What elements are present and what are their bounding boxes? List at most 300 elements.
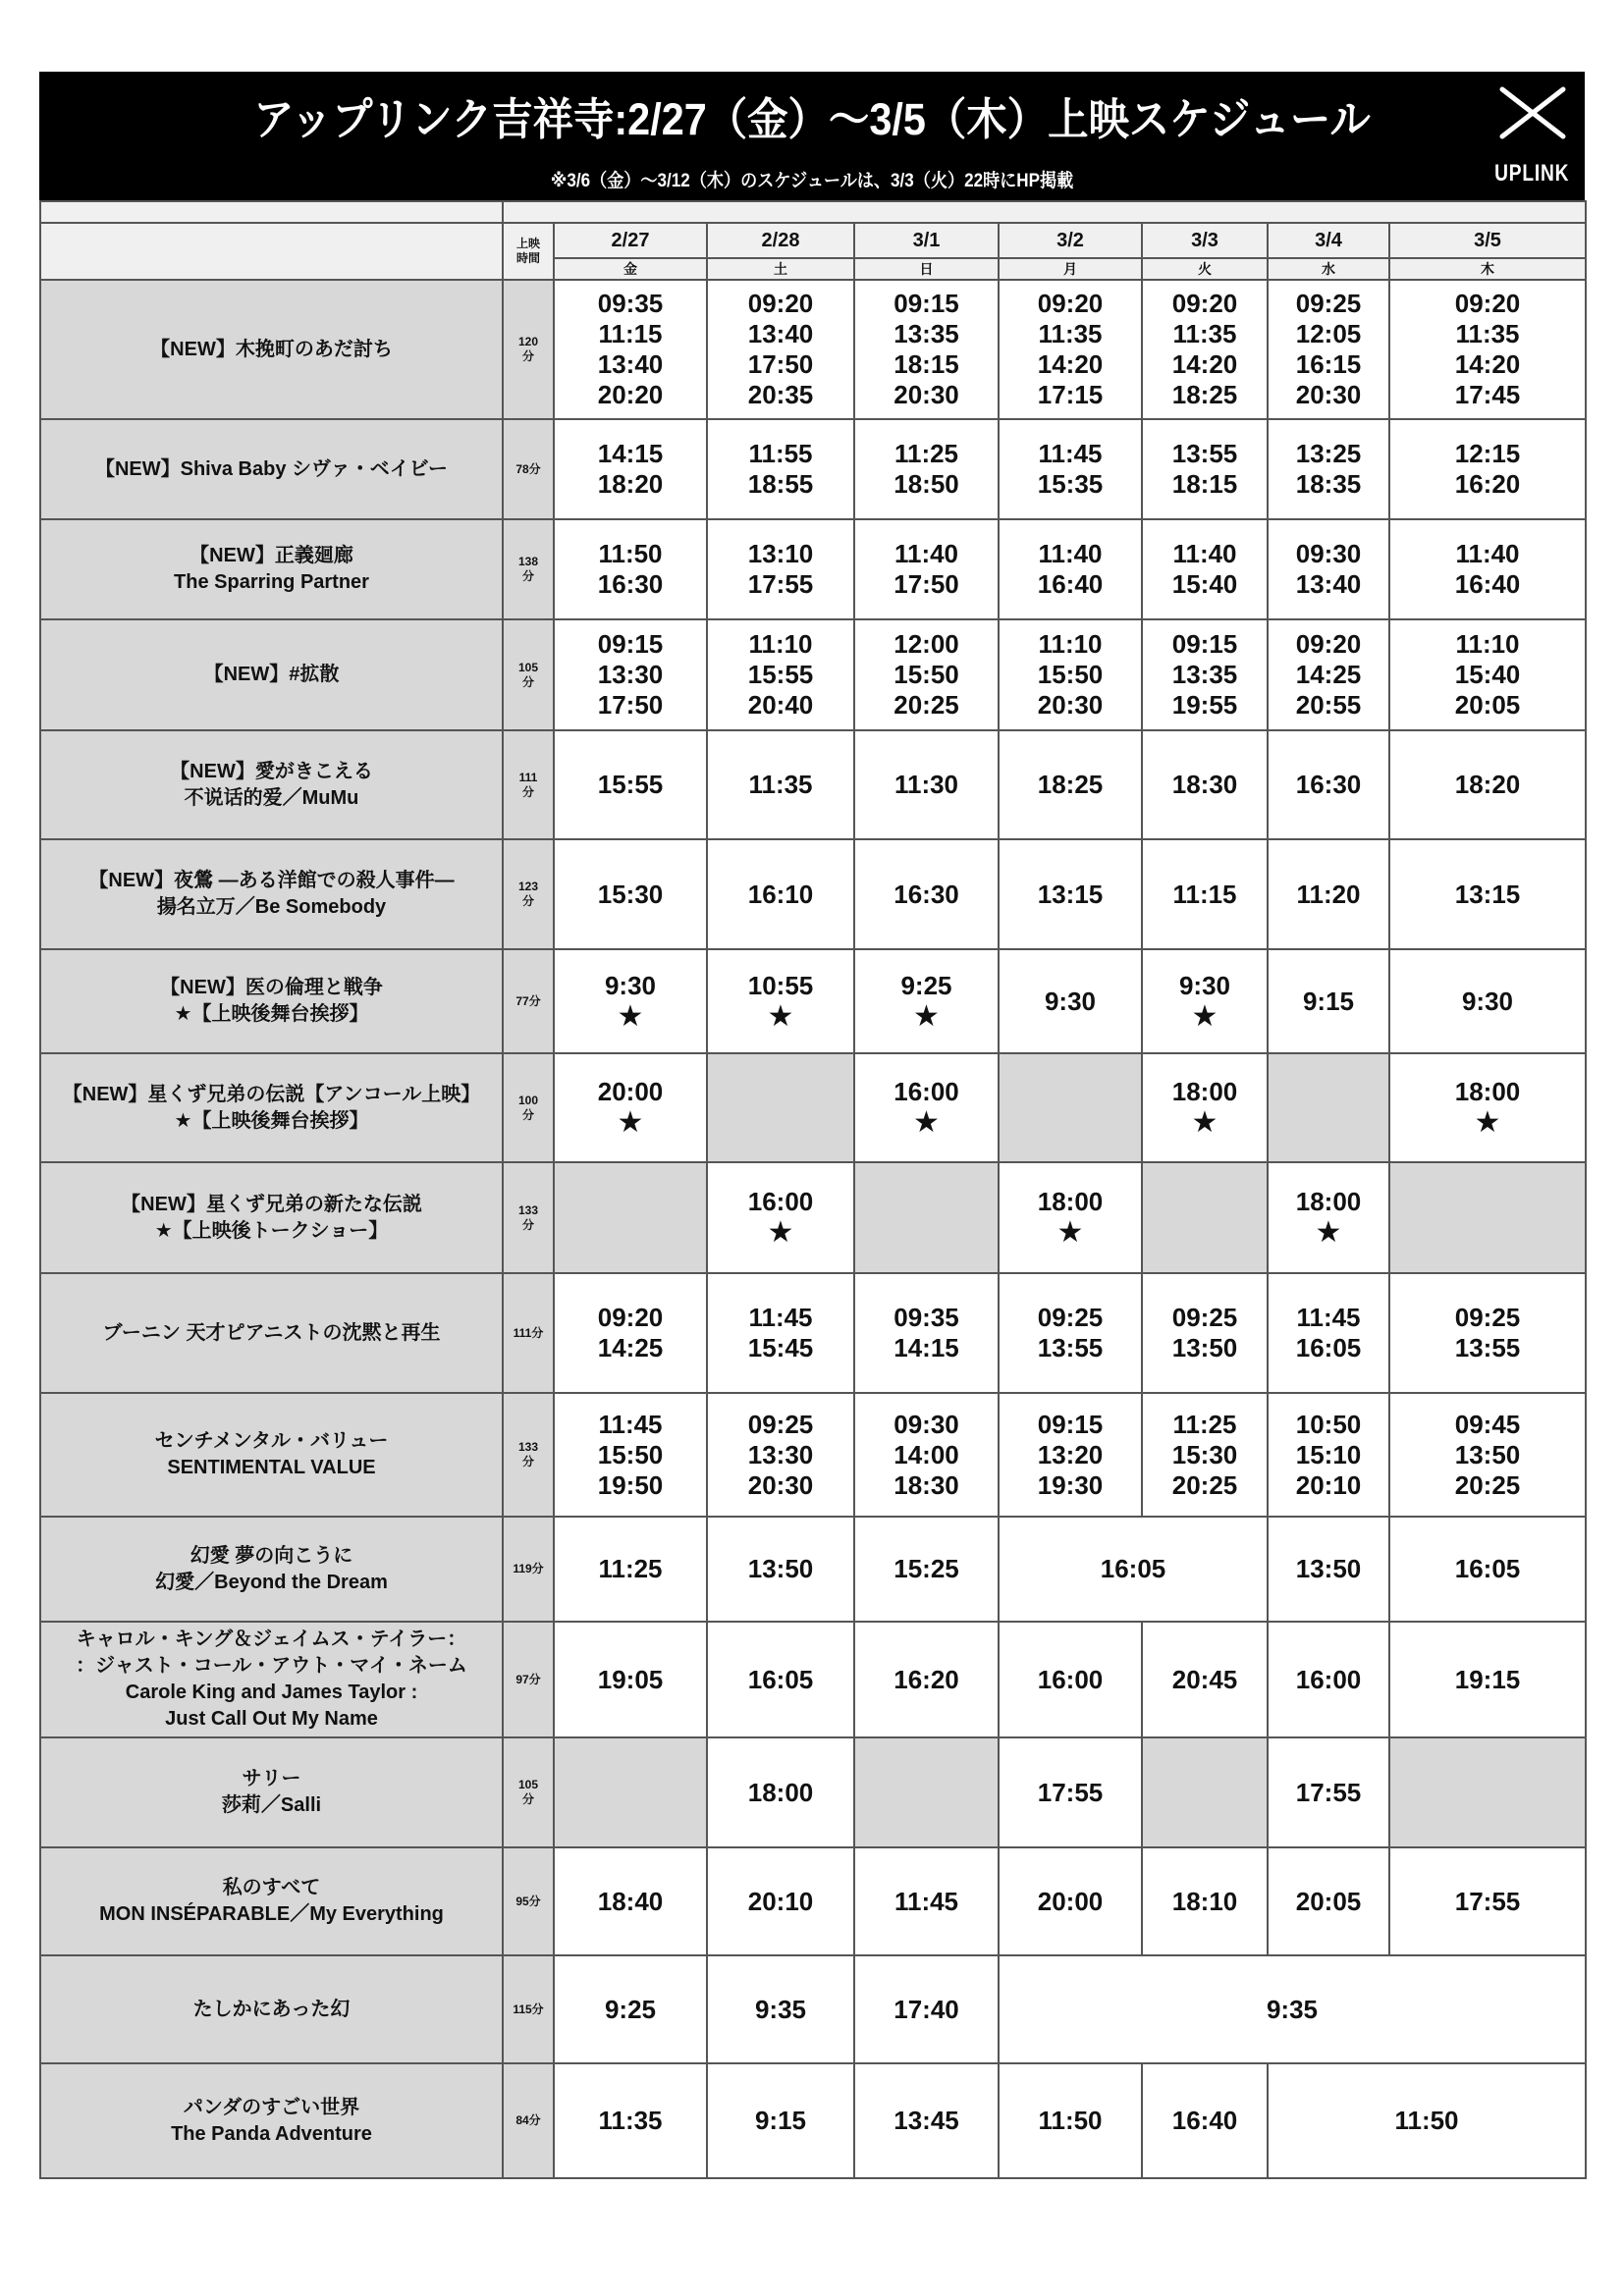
showtime: 09:15 [1037, 1409, 1104, 1439]
showtime: 13:40 [747, 319, 814, 348]
showtime-cell [1389, 730, 1586, 839]
film-row [40, 419, 1586, 519]
duration-text: 分 [521, 784, 534, 799]
film-title-line: たしかにあった幻 [192, 1998, 351, 2020]
film-row [40, 2063, 1586, 2178]
spacer-cell [40, 201, 503, 223]
showtime-cell [854, 1053, 999, 1162]
event-star-icon: ★ [767, 999, 794, 1033]
showtime-cell [554, 1955, 707, 2063]
showtime-cell [1268, 619, 1389, 730]
film-row [40, 1847, 1586, 1955]
showtime: 11:35 [1455, 319, 1520, 348]
film-title-line: キャロル・キング＆ジェイムス・テイラー： [76, 1629, 467, 1650]
showtime-cell [1142, 730, 1268, 839]
showtime-cell [707, 1273, 854, 1393]
showtime-cell [554, 519, 707, 619]
showtime: 13:45 [893, 2106, 959, 2135]
film-title-line: The Sparring Partner [174, 571, 369, 593]
showtime-cell [1389, 619, 1586, 730]
showtime: 18:30 [893, 1469, 959, 1500]
showtime-cell [1389, 1517, 1586, 1622]
showtime: 09:15 [1171, 629, 1238, 659]
showtime-cell [1389, 280, 1586, 419]
film-row [40, 949, 1586, 1053]
showtime: 20:00 [597, 1077, 664, 1106]
film-row [40, 280, 1586, 419]
film-row [40, 1162, 1586, 1273]
film-title-line: ブーニン 天才ピアニストの沈黙と再生 [102, 1321, 441, 1344]
showtime-cell [999, 1517, 1268, 1622]
film-duration-cell [503, 419, 554, 519]
event-star-icon: ★ [1056, 1216, 1084, 1249]
day-date-header: 3/4 [1268, 223, 1389, 258]
showtime: 09:30 [893, 1409, 959, 1439]
showtime: 9:30 [1178, 970, 1231, 1000]
showtime: 13:30 [747, 1439, 814, 1469]
no-screening-cell [1142, 1737, 1268, 1847]
film-title-line: 【NEW】星くず兄弟の伝説【アンコール上映】 [62, 1083, 481, 1105]
showtime: 15:35 [1037, 469, 1104, 499]
showtime-cell [554, 1517, 707, 1622]
showtime-cell [854, 619, 999, 730]
film-row [40, 839, 1586, 949]
showtime: 9:30 [604, 970, 657, 1000]
showtime: 20:20 [597, 380, 664, 409]
showtime: 11:45 [1038, 439, 1103, 468]
showtime: 18:30 [1171, 770, 1238, 799]
event-star-icon: ★ [767, 1216, 794, 1249]
film-title-line: ★【上映後舞台挨拶】 [174, 1003, 369, 1025]
showtime: 09:25 [1454, 1303, 1521, 1332]
showtime-cell [1268, 519, 1389, 619]
showtime: 13:40 [1295, 569, 1362, 599]
showtime: 9:25 [900, 970, 952, 1000]
showtime: 17:50 [597, 690, 664, 720]
spacer-band-row [40, 201, 1586, 223]
showtime-cell [707, 1955, 854, 2063]
showtime: 09:20 [597, 1303, 664, 1332]
showtime: 20:25 [1454, 1469, 1521, 1500]
showtime-cell [999, 839, 1142, 949]
film-duration-cell [503, 1955, 554, 2063]
showtime: 20:05 [1295, 1886, 1362, 1916]
showtime: 17:40 [893, 1994, 959, 2024]
showtime: 16:00 [893, 1077, 959, 1106]
showtime: 16:10 [747, 879, 814, 909]
showtime: 16:30 [1295, 770, 1362, 799]
showtime: 14:20 [1454, 349, 1521, 379]
showtime-cell [554, 1847, 707, 1955]
film-title-line: 揚名立万／Be Somebody [156, 896, 387, 918]
showtime: 18:40 [597, 1886, 664, 1916]
duration-text: 分 [521, 569, 534, 583]
showtime: 11:35 [1038, 319, 1103, 348]
showtime-cell [854, 280, 999, 419]
showtime: 19:15 [1454, 1664, 1521, 1694]
film-title-line: 不说话的爱／MuMu [184, 786, 359, 809]
film-duration-cell [503, 2063, 554, 2178]
film-title-line: The Panda Adventure [171, 2122, 372, 2145]
showtime: 14:00 [893, 1439, 959, 1469]
showtime: 11:35 [748, 770, 813, 799]
showtime: 20:35 [747, 380, 814, 409]
showtime-cell [554, 2063, 707, 2178]
film-row [40, 1955, 1586, 2063]
showtime: 11:25 [1172, 1409, 1237, 1439]
showtime: 9:30 [1461, 986, 1514, 1016]
film-title-line: 莎莉／Salli [221, 1794, 322, 1816]
duration-text: 分 [521, 1217, 534, 1232]
showtime: 18:25 [1171, 380, 1238, 409]
showtime: 09:20 [1171, 289, 1238, 318]
showtime: 11:40 [1455, 539, 1520, 568]
showtime: 18:00 [1295, 1187, 1362, 1216]
showtime: 14:15 [597, 439, 664, 468]
showtime-cell [854, 730, 999, 839]
showtime: 16:40 [1171, 2106, 1238, 2135]
event-star-icon: ★ [1191, 999, 1218, 1033]
film-row [40, 1393, 1586, 1517]
showtime: 20:10 [747, 1886, 814, 1916]
showtime: 18:00 [1171, 1077, 1238, 1106]
page-title: アップリンク吉祥寺:2/27（金）〜3/5（木）上映スケジュール [253, 94, 1371, 144]
showtime-cell [1268, 1393, 1389, 1517]
showtime: 16:40 [1454, 569, 1521, 599]
showtime: 17:15 [1037, 380, 1104, 409]
showtime-cell [707, 1737, 854, 1847]
showtime: 17:45 [1454, 380, 1521, 409]
showtime: 9:15 [1302, 986, 1355, 1016]
film-title-line: 【NEW】夜鶯 —ある洋館での殺人事件— [88, 870, 455, 891]
showtime: 09:35 [597, 289, 664, 318]
date-header-row [40, 223, 1586, 258]
duration-text: 123 [517, 880, 539, 893]
showtime: 16:30 [893, 879, 959, 909]
showtime: 11:15 [1172, 879, 1237, 909]
showtime: 9:25 [604, 1994, 657, 2024]
film-title-cell [40, 619, 503, 730]
duration-text: 100 [517, 1093, 539, 1107]
showtime-cell [1268, 1622, 1389, 1737]
showtime: 09:20 [1037, 289, 1104, 318]
showtime: 09:20 [1454, 289, 1521, 318]
showtime: 20:40 [747, 690, 814, 720]
showtime-cell [999, 730, 1142, 839]
showtime: 19:05 [597, 1664, 664, 1694]
showtime-cell [554, 1393, 707, 1517]
showtime: 09:35 [893, 1303, 959, 1332]
showtime: 17:55 [747, 569, 814, 599]
film-duration-cell [503, 619, 554, 730]
no-screening-cell [1268, 1053, 1389, 1162]
showtime: 09:25 [1037, 1303, 1104, 1332]
showtime: 17:55 [1454, 1886, 1521, 1916]
showtime-cell [707, 1393, 854, 1517]
showtime-cell [707, 730, 854, 839]
showtime: 16:00 [747, 1187, 814, 1216]
showtime-cell [999, 1737, 1142, 1847]
showtime: 18:50 [893, 469, 959, 499]
day-weekday-header: 月 [999, 258, 1142, 280]
film-title-line: 【NEW】医の倫理と戦争 [160, 977, 383, 998]
film-duration-cell [503, 1847, 554, 1955]
showtime: 19:30 [1037, 1469, 1104, 1500]
film-title-line: MON INSÉPARABLE／My Everything [99, 1903, 444, 1925]
film-title-cell [40, 1517, 503, 1622]
showtime: 11:10 [1038, 629, 1103, 659]
no-screening-cell [854, 1737, 999, 1847]
showtime-cell [707, 1162, 854, 1273]
showtime-cell [999, 519, 1142, 619]
no-screening-cell [854, 1162, 999, 1273]
film-duration-cell [503, 280, 554, 419]
showtime: 13:50 [1295, 1554, 1362, 1583]
duration-text: 分 [521, 1107, 534, 1122]
showtime-cell [1268, 949, 1389, 1053]
showtime: 11:25 [893, 439, 959, 468]
showtime: 09:20 [1295, 629, 1362, 659]
film-title-line: 【NEW】正義廻廊 [189, 545, 353, 566]
day-date-header: 3/1 [854, 223, 999, 258]
showtime: 17:55 [1037, 1777, 1104, 1807]
showtime: 13:25 [1295, 439, 1362, 468]
event-star-icon: ★ [1474, 1106, 1501, 1139]
showtime-cell [1142, 949, 1268, 1053]
film-row [40, 1053, 1586, 1162]
showtime: 18:25 [1037, 770, 1104, 799]
showtime: 16:00 [1037, 1664, 1104, 1694]
showtime: 11:15 [598, 319, 663, 348]
showtime-cell [1142, 1273, 1268, 1393]
showtime: 18:15 [1171, 469, 1238, 499]
showtime: 15:55 [747, 660, 814, 689]
film-title-line: 私のすべて [222, 1877, 321, 1898]
film-title-cell [40, 1737, 503, 1847]
showtime-cell [1142, 280, 1268, 419]
showtime: 15:50 [597, 1439, 664, 1469]
duration-text: 分 [521, 674, 534, 689]
showtime-cell [854, 419, 999, 519]
showtime: 16:15 [1295, 349, 1362, 379]
film-title-line: パンダのすごい世界 [183, 2096, 360, 2118]
showtime-cell [554, 839, 707, 949]
showtime: 18:10 [1171, 1886, 1238, 1916]
showtime: 18:35 [1295, 469, 1362, 499]
showtime-cell [1389, 419, 1586, 519]
day-date-header: 3/2 [999, 223, 1142, 258]
showtime: 11:25 [598, 1554, 663, 1583]
showtime-cell [554, 1622, 707, 1737]
no-screening-cell [707, 1053, 854, 1162]
duration-text: 105 [517, 1778, 539, 1791]
film-row [40, 730, 1586, 839]
showtime: 15:25 [893, 1554, 959, 1583]
showtime: 13:55 [1454, 1333, 1521, 1362]
showtime-cell [854, 1517, 999, 1622]
schedule-header [39, 72, 1585, 200]
film-title-cell [40, 1393, 503, 1517]
showtime: 15:50 [893, 660, 959, 689]
showtime-cell [1268, 419, 1389, 519]
uplink-x-logo-icon [1498, 85, 1567, 140]
duration-text: 111 [518, 770, 538, 784]
showtime-cell [707, 619, 854, 730]
showtime: 18:20 [597, 469, 664, 499]
showtime-cell [999, 949, 1142, 1053]
showtime: 13:15 [1454, 879, 1521, 909]
showtime-cell [999, 2063, 1142, 2178]
no-screening-cell [1142, 1162, 1268, 1273]
spacer-cell [503, 201, 1586, 223]
showtime-cell [1389, 839, 1586, 949]
duration-text: 分 [521, 894, 534, 908]
day-date-header: 2/27 [554, 223, 707, 258]
showtime: 13:15 [1037, 879, 1104, 909]
showtime: 15:30 [597, 879, 664, 909]
showtime: 9:35 [1266, 1994, 1319, 2024]
showtime-cell [707, 1622, 854, 1737]
showtime: 14:15 [893, 1333, 959, 1362]
showtime: 17:50 [747, 349, 814, 379]
film-title-line: ★【上映後トークショー】 [154, 1219, 389, 1242]
showtime-cell [854, 949, 999, 1053]
film-duration-cell [503, 1162, 554, 1273]
showtime-cell [1389, 1053, 1586, 1162]
no-screening-cell [554, 1737, 707, 1847]
duration-header-line: 上映 [515, 237, 540, 250]
showtime: 16:05 [1100, 1554, 1166, 1583]
duration-text: 119分 [513, 1562, 544, 1575]
showtime-cell [707, 419, 854, 519]
next-schedule-note: ※3/6（金）〜3/12（木）のスケジュールは、3/3（火）22時にHP掲載 [550, 171, 1074, 191]
showtime: 13:30 [597, 660, 664, 689]
day-weekday-header: 火 [1142, 258, 1268, 280]
film-row [40, 1273, 1586, 1393]
film-duration-cell [503, 1622, 554, 1737]
showtime-cell [999, 280, 1142, 419]
showtime: 20:25 [893, 690, 959, 720]
duration-text: 120 [517, 335, 539, 348]
film-title-line: 【NEW】木挽町のあだ討ち [150, 338, 393, 360]
showtime: 20:45 [1171, 1664, 1238, 1694]
film-duration-cell [503, 1517, 554, 1622]
showtime: 16:40 [1037, 569, 1104, 599]
showtime-cell [999, 619, 1142, 730]
showtime: 11:20 [1296, 879, 1361, 909]
showtime-cell [1389, 1847, 1586, 1955]
film-duration-cell [503, 1273, 554, 1393]
film-duration-cell [503, 1053, 554, 1162]
showtime: 09:25 [747, 1409, 814, 1439]
event-star-icon: ★ [1191, 1106, 1218, 1139]
showtime: 19:55 [1171, 690, 1238, 720]
showtime-cell [1268, 1517, 1389, 1622]
showtime-cell [854, 1622, 999, 1737]
film-duration-cell [503, 1393, 554, 1517]
film-title-cell [40, 949, 503, 1053]
showtime: 20:30 [747, 1469, 814, 1500]
showtime: 15:50 [1037, 660, 1104, 689]
showtime: 11:10 [1455, 629, 1520, 659]
showtime: 16:20 [1454, 469, 1521, 499]
film-title-cell [40, 1622, 503, 1737]
duration-text: 95分 [515, 1894, 541, 1908]
showtime-cell [707, 280, 854, 419]
showtime-cell [1142, 1393, 1268, 1517]
no-screening-cell [554, 1162, 707, 1273]
showtime: 11:45 [598, 1409, 663, 1439]
showtime: 16:05 [1454, 1554, 1521, 1583]
film-title-line: サリー [242, 1768, 301, 1789]
showtime: 20:55 [1295, 690, 1362, 720]
no-screening-cell [1389, 1737, 1586, 1847]
showtime: 18:00 [747, 1777, 814, 1807]
showtime: 13:35 [1171, 660, 1238, 689]
showtime-cell [1142, 1053, 1268, 1162]
showtime: 20:25 [1171, 1469, 1238, 1500]
showtime-cell [854, 2063, 999, 2178]
day-date-header: 3/5 [1389, 223, 1586, 258]
showtime: 14:20 [1171, 349, 1238, 379]
day-weekday-header: 金 [554, 258, 707, 280]
film-row [40, 619, 1586, 730]
showtime: 19:50 [597, 1469, 664, 1500]
showtime: 09:45 [1454, 1409, 1521, 1439]
film-title-line: 【NEW】Shiva Baby シヴァ・ベイビー [94, 457, 449, 480]
duration-text: 138 [517, 555, 539, 568]
showtime: 18:20 [1454, 770, 1521, 799]
showtime-cell [554, 280, 707, 419]
duration-text: 133 [517, 1440, 539, 1454]
showtime: 13:20 [1037, 1439, 1104, 1469]
showtime-cell [1389, 519, 1586, 619]
film-title-cell [40, 2063, 503, 2178]
duration-text: 111分 [513, 1325, 544, 1340]
showtime-cell [1268, 730, 1389, 839]
event-star-icon: ★ [1315, 1216, 1342, 1249]
showtime: 09:15 [597, 629, 664, 659]
showtime: 16:00 [1295, 1664, 1362, 1694]
duration-text: 105 [517, 660, 539, 674]
showtime-cell [999, 1393, 1142, 1517]
film-title-cell [40, 1955, 503, 2063]
showtime: 11:35 [1172, 319, 1237, 348]
film-row [40, 1737, 1586, 1847]
showtime: 09:25 [1295, 289, 1362, 318]
showtime-cell [554, 1053, 707, 1162]
film-title-line: 幻愛 夢の向こうに [189, 1544, 353, 1567]
showtime-cell [1142, 2063, 1268, 2178]
showtime-cell [1268, 2063, 1586, 2178]
showtime-cell [854, 1393, 999, 1517]
showtime-cell [999, 1273, 1142, 1393]
showtime: 16:20 [893, 1664, 959, 1694]
showtime-cell [554, 619, 707, 730]
showtime: 16:05 [1295, 1333, 1362, 1362]
duration-text: 78分 [515, 461, 541, 476]
film-duration-cell [503, 730, 554, 839]
film-title-line: 【NEW】#拡散 [203, 664, 340, 685]
duration-text: 133 [517, 1202, 539, 1217]
showtime: 09:30 [1295, 539, 1362, 568]
showtime-cell [554, 419, 707, 519]
showtime-cell [1268, 1162, 1389, 1273]
showtime-cell [1389, 949, 1586, 1053]
showtime: 11:40 [1172, 539, 1237, 568]
showtime: 18:15 [893, 349, 959, 379]
showtime: 17:55 [1295, 1777, 1362, 1807]
